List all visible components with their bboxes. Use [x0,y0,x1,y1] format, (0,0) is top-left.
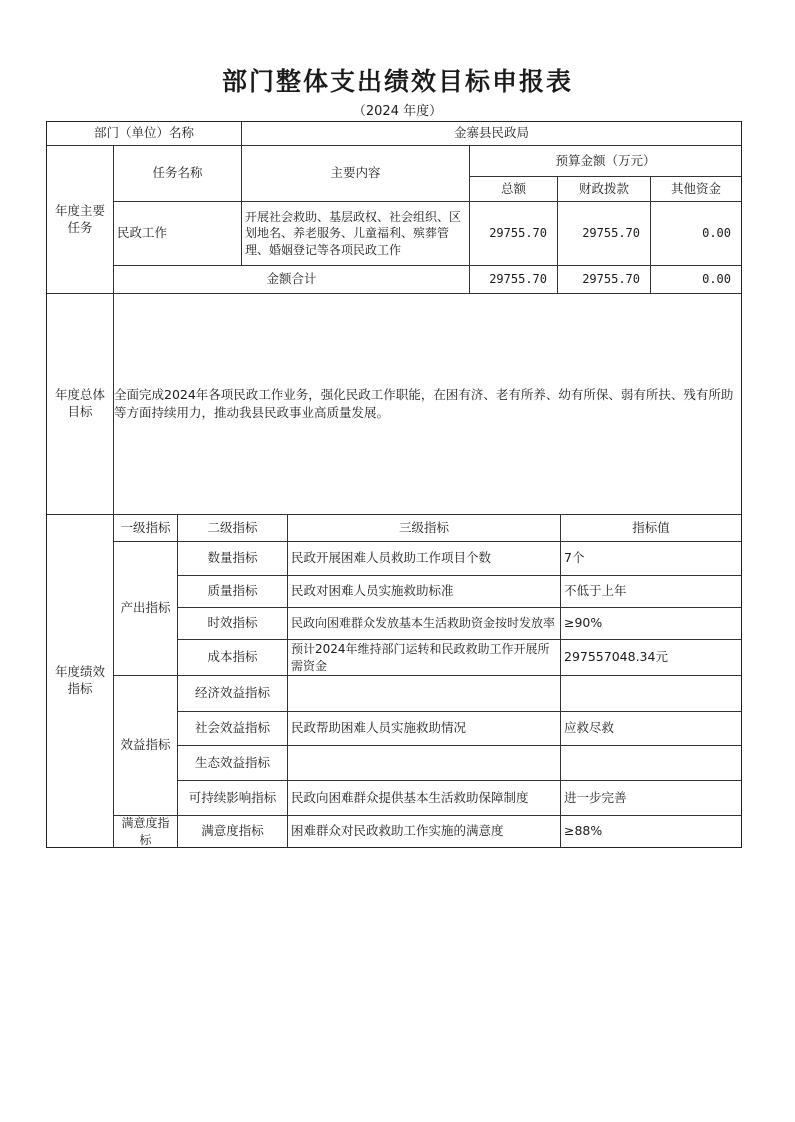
sum-fiscal: 29755.70 [558,266,651,294]
group-output: 产出指标 [114,542,178,676]
l2-satisfaction: 满意度指标 [178,816,288,847]
group-satisfaction: 满意度指标 [114,816,178,847]
col-task-name: 任务名称 [114,146,242,202]
col-level2: 二级指标 [178,515,288,542]
page-title: 部门整体支出绩效目标申报表 [221,67,573,96]
value-sustainability: 进一步完善 [561,781,741,816]
sum-label: 金额合计 [114,266,470,294]
l3-economic [288,676,561,712]
goal-label: 年度总体目标 [47,294,114,515]
l2-timeliness: 时效指标 [178,608,288,640]
l3-ecological [288,746,561,781]
task-content: 开展社会救助、基层政权、社会组织、区划地名、养老服务、儿童福利、殡葬管理、婚姻登记等各项民政工作 [242,202,470,266]
group-benefit: 效益指标 [114,676,178,816]
col-indicator-value: 指标值 [561,515,741,542]
sum-other: 0.00 [651,266,741,294]
l2-quantity: 数量指标 [178,542,288,576]
value-social: 应救尽救 [561,712,741,746]
l3-timeliness: 民政向困难群众发放基本生活救助资金按时发放率 [288,608,561,640]
l3-quantity: 民政开展困难人员救助工作项目个数 [288,542,561,576]
col-level3: 三级指标 [288,515,561,542]
col-total: 总额 [470,177,558,202]
value-ecological [561,746,741,781]
task-other: 0.00 [651,202,741,266]
tasks-section-label: 年度主要任务 [47,146,114,294]
dept-value: 金寨县民政局 [242,122,741,146]
value-economic [561,676,741,712]
value-timeliness: ≥90% [561,608,741,640]
task-total: 29755.70 [470,202,558,266]
col-main-content: 主要内容 [242,146,470,202]
l3-quality: 民政对困难人员实施救助标准 [288,576,561,608]
page-subtitle: （2024 年度） [352,104,443,119]
l2-cost: 成本指标 [178,640,288,676]
col-fiscal: 财政拨款 [558,177,651,202]
form-table [46,121,742,848]
goal-text: 全面完成2024年各项民政工作业务，强化民政工作职能，在困有济、老有所养、幼有所保、弱有所扶、残有所助等方面持续用力，推动我县民政事业高质量发展。 [114,387,734,420]
col-budget: 预算金额（万元） [470,146,741,177]
l3-social: 民政帮助困难人员实施救助情况 [288,712,561,746]
value-quality: 不低于上年 [561,576,741,608]
sum-total: 29755.70 [470,266,558,294]
value-cost: 297557048.34元 [561,640,741,676]
l3-cost: 预计2024年维持部门运转和民政救助工作开展所需资金 [288,640,561,676]
col-level1: 一级指标 [114,515,178,542]
col-other: 其他资金 [651,177,741,202]
task-fiscal: 29755.70 [558,202,651,266]
l2-ecological: 生态效益指标 [178,746,288,781]
l2-economic: 经济效益指标 [178,676,288,712]
l3-satisfaction: 困难群众对民政救助工作实施的满意度 [288,816,561,847]
l2-sustainability: 可持续影响指标 [178,781,288,816]
indicators-section-label: 年度绩效指标 [47,515,114,847]
task-name: 民政工作 [114,202,242,266]
l3-sustainability: 民政向困难群众提供基本生活救助保障制度 [288,781,561,816]
value-quantity: 7个 [561,542,741,576]
l2-social: 社会效益指标 [178,712,288,746]
dept-label: 部门（单位）名称 [47,122,242,146]
l2-quality: 质量指标 [178,576,288,608]
value-satisfaction: ≥88% [564,823,603,839]
